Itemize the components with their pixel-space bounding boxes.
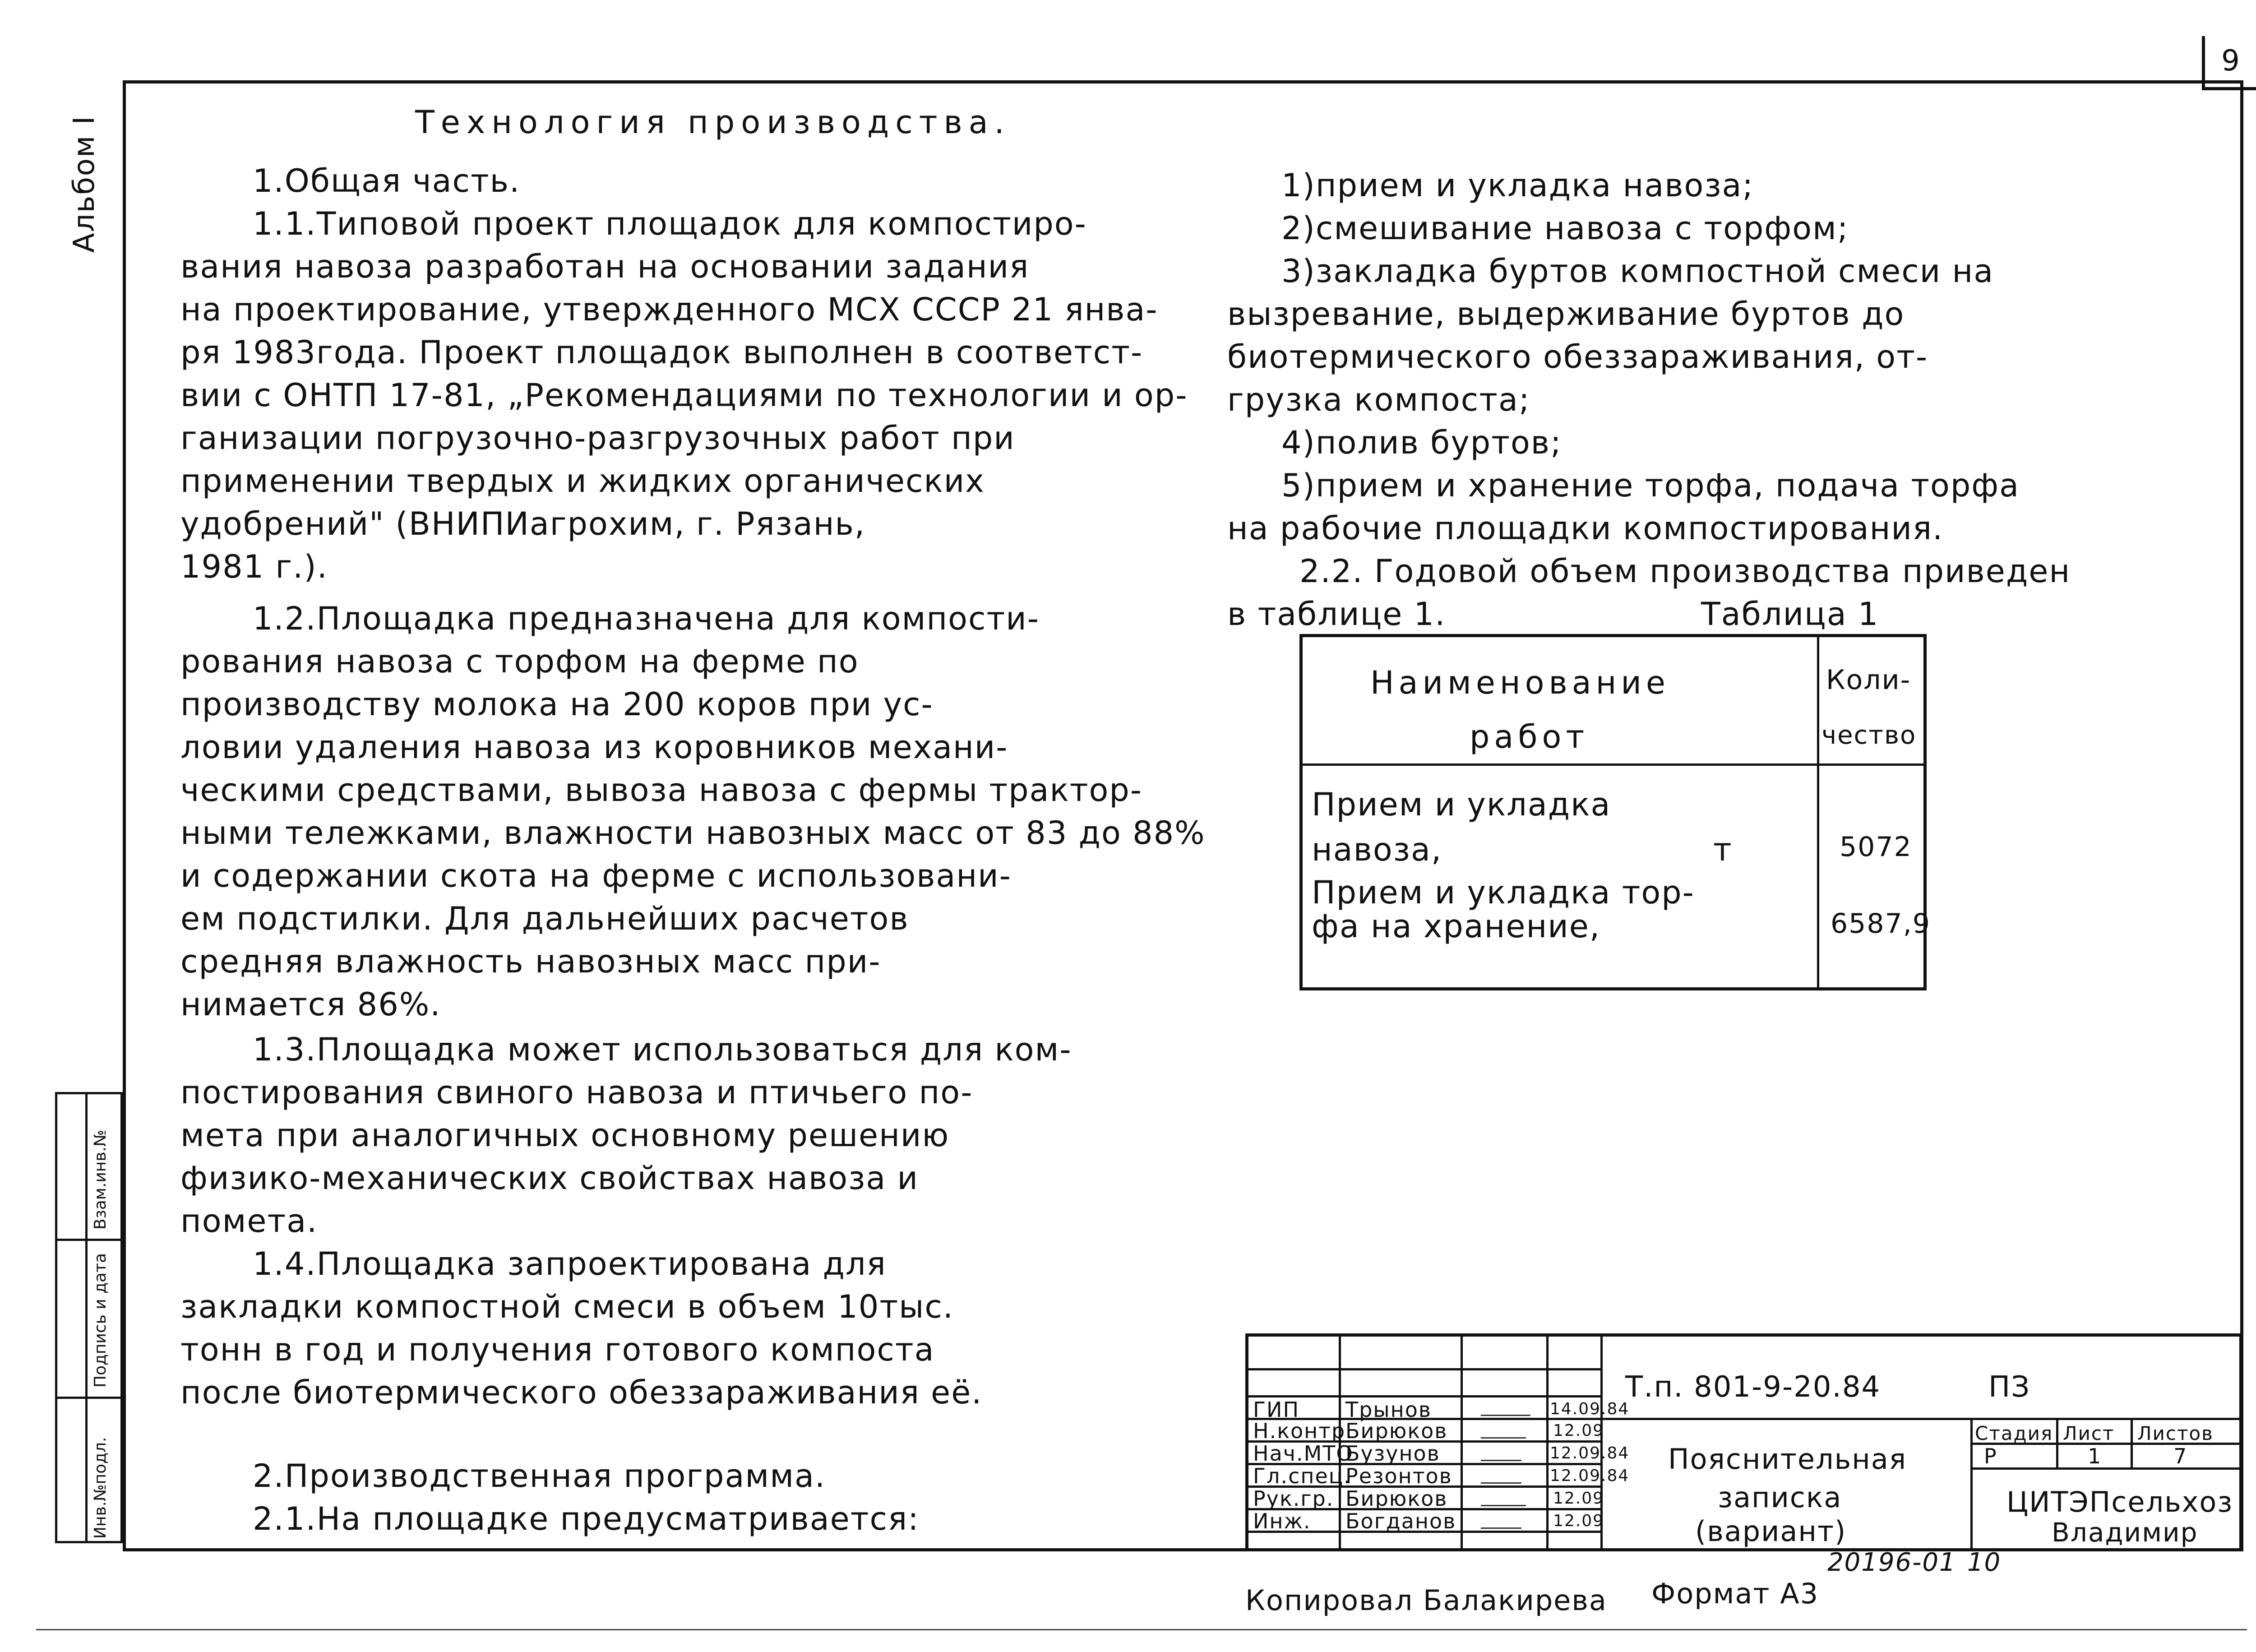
table-caption: Таблица 1 (1701, 596, 1879, 633)
text-line: вания навоза разработан на основании задания (180, 248, 1030, 285)
text-line: нимается 86%. (180, 986, 441, 1023)
text-line: после биотермического обеззараживания её. (180, 1374, 983, 1411)
date-group-lead: 12.09 (1553, 1489, 1604, 1508)
text-line: ря 1983года. Проект площадок выполнен в соответст- (180, 334, 1143, 371)
table-row1-value: 5072 (1840, 831, 1912, 863)
sheets-label: Листов (2137, 1422, 2214, 1444)
inventory-sheet: 10 (1967, 1548, 2002, 1577)
text-line: 1.4.Площадка запроектирована для (253, 1245, 887, 1282)
signature (1480, 1492, 1530, 1506)
text-line: 1)прием и укладка навоза; (1281, 167, 1754, 204)
role-group-lead: Рук.гр. (1253, 1486, 1334, 1511)
side-stamp-signature: Подпись и дата (91, 1253, 110, 1388)
document-mark: ПЗ (1988, 1370, 2031, 1404)
text-line: средняя влажность навозных масс при- (180, 943, 881, 980)
name-group-lead: Бирюков (1345, 1486, 1448, 1511)
signature (1480, 1515, 1526, 1529)
table-row1-line1: Прием и укладка (1312, 786, 1611, 823)
organization-name: ЦИТЭПсельхоз (2006, 1485, 2233, 1518)
album-label: Альбом I (68, 115, 101, 253)
text-line: 1.1.Типовой проект площадок для компостиро- (253, 205, 1087, 242)
role-norm-control: Н.контр. (1253, 1419, 1353, 1443)
text-line: ем подстилки. Для дальнейших расчетов (180, 900, 909, 937)
signature (1480, 1402, 1535, 1416)
text-line: рования навоза с торфом на ферме по (180, 643, 859, 680)
table-header-name-2: работ (1470, 718, 1589, 755)
table-1 (1299, 634, 1931, 990)
role-engineer: Инж. (1253, 1509, 1311, 1533)
date-chief-spec: 12.09.84 (1550, 1467, 1630, 1485)
text-line: мета при аналогичных основному решению (180, 1117, 950, 1154)
text-line: 2)смешивание навоза с торфом; (1281, 210, 1849, 247)
text-line: 1.Общая часть. (253, 162, 521, 199)
text-line: помета. (180, 1203, 318, 1240)
name-engineer: Богданов (1345, 1509, 1456, 1533)
document-title-2: записка (1718, 1481, 1842, 1514)
name-norm-control: Бирюков (1345, 1419, 1448, 1443)
date-head-mto: 12.09.84 (1550, 1444, 1630, 1462)
signature (1480, 1447, 1526, 1461)
text-line: постирования свиного навоза и птичьего по- (180, 1074, 973, 1111)
signature (1480, 1470, 1526, 1484)
name-chief-spec: Резонтов (1345, 1464, 1452, 1488)
date-gip: 14.09.84 (1550, 1400, 1630, 1418)
document-code: Т.п. 801-9-20.84 (1625, 1370, 1881, 1404)
name-gip: Трынов (1345, 1397, 1432, 1422)
document-title-3: (вариант) (1695, 1515, 1847, 1548)
sheet-value: 1 (2088, 1444, 2102, 1468)
text-line: ческими средствами, вывоза навоза с фермы трактор- (180, 772, 1143, 809)
sheets-value: 7 (2173, 1444, 2188, 1468)
inventory-number: 20196-01 (1827, 1548, 1956, 1577)
sheet-label: Лист (2063, 1422, 2115, 1444)
text-line: 3)закладка буртов компостной смеси на (1281, 253, 1994, 290)
text-line: 4)полив буртов; (1281, 424, 1562, 461)
paper-format: Формат А3 (1651, 1577, 1819, 1610)
role-chief-spec: Гл.спец. (1253, 1464, 1351, 1488)
text-line: ными тележками, влажности навозных масс от 83 до 88% (180, 814, 1206, 851)
table-unit: т (1713, 831, 1733, 868)
text-line: 2.1.На площадке предусматривается: (253, 1500, 920, 1537)
text-line: и содержании скота на ферме с использовани- (180, 857, 1012, 894)
text-line: 2.Производственная программа. (253, 1458, 826, 1495)
text-line: применении твердых и жидких органических (180, 463, 985, 500)
side-stamp-replaced: Взам.инв.№ (91, 1129, 110, 1230)
text-line: 1981 г.). (180, 548, 328, 585)
text-line: в таблице 1. (1227, 596, 1446, 633)
sheet-number: 9 (2202, 36, 2256, 90)
stage-value: Р (1984, 1444, 1997, 1468)
text-line: закладки компостной смеси в объем 10тыс. (180, 1288, 954, 1325)
date-norm-control: 12.09 (1553, 1421, 1604, 1440)
role-head-mto: Нач.МТО (1253, 1441, 1354, 1466)
text-line: вызревание, выдерживание буртов до (1227, 296, 1905, 333)
page-edge (36, 1629, 2247, 1630)
name-head-mto: Бузунов (1345, 1441, 1440, 1466)
text-line: удобрений" (ВНИПИагрохим, г. Рязань, (180, 505, 866, 542)
text-line: грузка компоста; (1227, 381, 1530, 418)
title-block (1245, 1333, 2242, 1551)
text-line: производству молока на 200 коров при ус- (180, 686, 934, 723)
text-line: ловии удаления навоза из коровников механи- (180, 729, 1008, 766)
role-gip: ГИП (1253, 1397, 1300, 1422)
table-header-name-1: Наименование (1370, 664, 1670, 701)
text-line: тонн в год и получения готового компоста (180, 1331, 935, 1368)
side-stamp-inventory: Инв.№подл. (91, 1437, 110, 1539)
text-line: биотермического обеззараживания, от- (1227, 338, 1928, 375)
text-line: ганизации погрузочно-разгрузочных работ при (180, 420, 1015, 457)
table-row2-value: 6587,9 (1831, 908, 1931, 939)
table-row2-line2: фа на хранение, (1312, 908, 1601, 945)
document-title-1: Пояснительная (1668, 1443, 1907, 1476)
text-line: 1.3.Площадка может использоваться для ком- (253, 1031, 1072, 1068)
text-line: 5)прием и хранение торфа, подача торфа (1281, 467, 2020, 504)
table-header-qty-1: Коли- (1826, 664, 1911, 696)
stage-label: Стадия (1975, 1422, 2053, 1444)
table-header-qty-2: чество (1821, 721, 1917, 750)
table-row2-line1: Прием и укладка тор- (1312, 874, 1695, 911)
table-row1-line2: навоза, (1312, 831, 1442, 868)
page-heading: Технология производства. (415, 104, 1011, 141)
date-engineer: 12.09 (1553, 1512, 1604, 1530)
text-line: на рабочие площадки компостирования. (1227, 510, 1944, 547)
organization-city: Владимир (2052, 1517, 2198, 1548)
signature (1480, 1425, 1530, 1439)
text-line: 2.2. Годовой объем производства приведен (1299, 553, 2071, 590)
text-line: вии с ОНТП 17-81, „Рекомендациями по технологии и ор- (180, 377, 1188, 414)
copied-by: Копировал Балакирева (1245, 1584, 1607, 1617)
text-line: 1.2.Площадка предназначена для компости- (253, 600, 1040, 637)
text-line: на проектирование, утвержденного МСХ СССР 21 янва- (180, 291, 1158, 328)
side-stamp (55, 1092, 123, 1543)
text-line: физико-механических свойствах навоза и (180, 1160, 919, 1197)
